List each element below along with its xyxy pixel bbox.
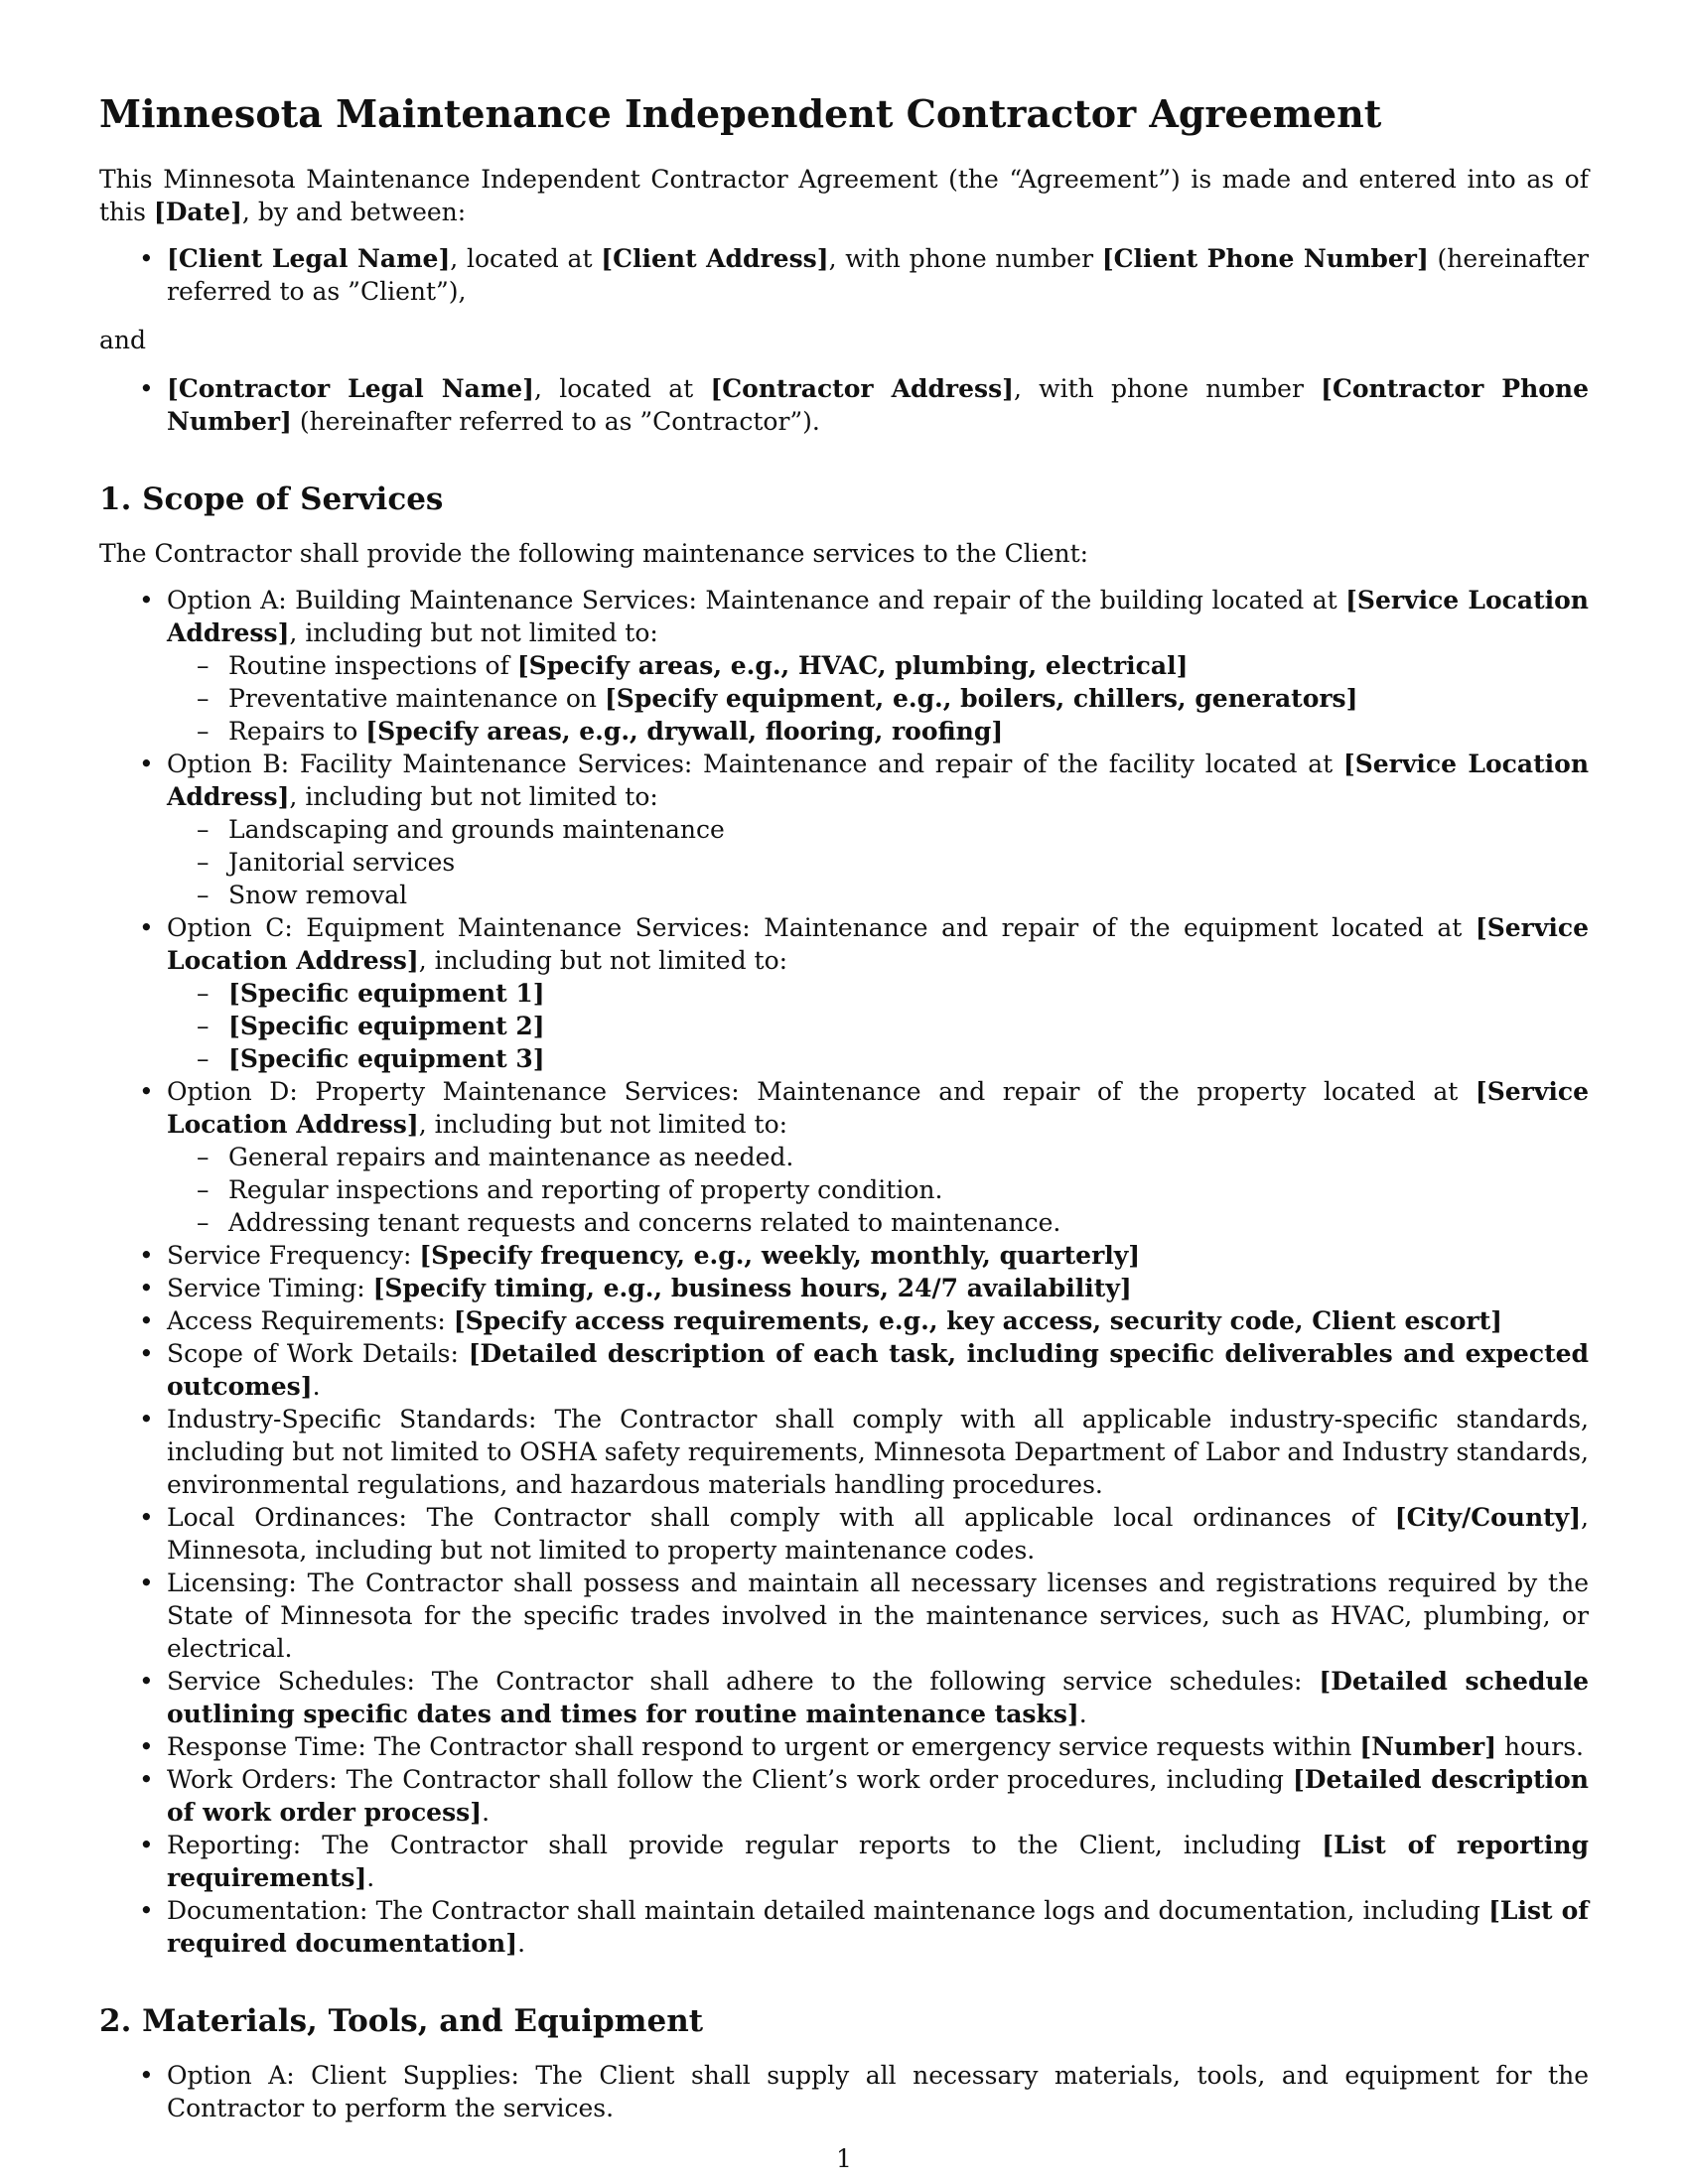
item-end: . xyxy=(366,1863,375,1892)
item-placeholder: [List of reporting requirements] xyxy=(167,1831,1589,1892)
list-item xyxy=(167,1042,1589,1075)
item-label: Access Requirements: xyxy=(167,1306,454,1335)
local-ordinances-item xyxy=(99,1501,1589,1567)
sub-placeholder: [Specify areas, e.g., HVAC, plumbing, electrical] xyxy=(516,651,1189,680)
option-c-text: Option C: Equipment Maintenance Services: Maintenance and repair of the equipment located at xyxy=(167,913,1476,942)
sub-placeholder: [Specify areas, e.g., drywall, flooring, roofing] xyxy=(365,717,1004,746)
option-b-text-end: , including but not limited to: xyxy=(289,782,658,811)
date-placeholder: [Date] xyxy=(153,198,242,226)
item-placeholder: [Number] xyxy=(1359,1732,1497,1761)
industry-standards-item: • Industry-Specific Standards: The Contractor shall comply with all applicable industry-specific standards, including but not limited to OSHA safety requirements, Minnesota Department of Labor and Industry standards, environmental regulations, and hazardous materials handling procedures. xyxy=(99,1403,1589,1501)
client-text-3: (hereinafter referred to as ”Client”), xyxy=(167,244,1589,306)
item-label: Service Schedules: The Contractor shall adhere to the following service schedules: xyxy=(167,1667,1320,1696)
contractor-text-2: , with phone number xyxy=(1013,374,1322,403)
list-item xyxy=(167,977,1589,1010)
equipment-placeholder: [Specific equipment 3] xyxy=(228,1044,545,1073)
list-item: – Addressing tenant requests and concerns related to maintenance. xyxy=(167,1206,1589,1239)
service-schedules-item xyxy=(99,1665,1589,1730)
item-label: Scope of Work Details: xyxy=(167,1339,469,1368)
reporting-item xyxy=(99,1829,1589,1894)
list-item xyxy=(167,649,1589,682)
intro-text-end: , by and between: xyxy=(241,198,467,226)
item-placeholder: [Detailed description of work order process] xyxy=(167,1765,1589,1827)
item-placeholder: [Specify access requirements, e.g., key access, security code, Client escort] xyxy=(453,1306,1502,1335)
documentation-item xyxy=(99,1894,1589,1960)
option-b-item xyxy=(99,748,1589,911)
client-name-placeholder: [Client Legal Name] xyxy=(167,244,451,273)
list-item xyxy=(167,682,1589,715)
item-placeholder: [Detailed description of each task, including specific deliverables and expected outcomes] xyxy=(167,1339,1589,1401)
contractor-text-1: , located at xyxy=(534,374,711,403)
item-label: Work Orders: The Contractor shall follow the Client’s work order procedures, including xyxy=(167,1765,1293,1794)
equipment-placeholder: [Specific equipment 1] xyxy=(228,979,545,1008)
option-a-text: Option A: Building Maintenance Services: Maintenance and repair of the building located at xyxy=(167,586,1346,614)
list-item: – Janitorial services xyxy=(167,846,1589,879)
document-title: Minnesota Maintenance Independent Contractor Agreement xyxy=(99,91,1382,136)
list-item: – Landscaping and grounds maintenance xyxy=(167,813,1589,846)
list-item xyxy=(167,715,1589,748)
contractor-text-3: (hereinafter referred to as ”Contractor”). xyxy=(291,407,820,436)
location-placeholder: [Service Location Address] xyxy=(167,913,1589,975)
sub-text: Preventative maintenance on xyxy=(228,684,605,713)
item-placeholder: [City/County] xyxy=(1394,1503,1582,1532)
list-item: – General repairs and maintenance as needed. xyxy=(167,1141,1589,1173)
intro-text: This Minnesota Maintenance Independent Contractor Agreement (the “Agreement”) is made and entered into as of this xyxy=(99,165,1589,226)
licensing-item: • Licensing: The Contractor shall possess and maintain all necessary licenses and registrations required by the State of Minnesota for the specific trades involved in the maintenance services, such as HVAC, plumbing, or electrical. xyxy=(99,1567,1589,1665)
item-label: Reporting: The Contractor shall provide regular reports to the Client, including xyxy=(167,1831,1323,1859)
item-placeholder: [List of required documentation] xyxy=(167,1896,1589,1958)
location-placeholder: [Service Location Address] xyxy=(167,1077,1589,1139)
option-d-sublist xyxy=(167,1141,1589,1239)
option-d-text: Option D: Property Maintenance Services: Maintenance and repair of the property located at xyxy=(167,1077,1476,1106)
option-b-text: Option B: Facility Maintenance Services: Maintenance and repair of the facility located at xyxy=(167,750,1343,778)
item-end: . xyxy=(1078,1700,1087,1728)
materials-option-a-item: • Option A: Client Supplies: The Client shall supply all necessary materials, tools, and equipment for the Contractor to perform the services. xyxy=(99,2059,1589,2124)
item-placeholder: [Specify timing, e.g., business hours, 24/7 availability] xyxy=(372,1274,1132,1302)
list-item xyxy=(167,1010,1589,1042)
sub-placeholder: [Specify equipment, e.g., boilers, chillers, generators] xyxy=(604,684,1358,713)
item-end: hours. xyxy=(1496,1732,1584,1761)
item-placeholder: [Detailed schedule outlining specific dates and times for routine maintenance tasks] xyxy=(167,1667,1590,1728)
option-d-item xyxy=(99,1075,1589,1239)
item-end: , Minnesota, including but not limited to property maintenance codes. xyxy=(167,1503,1589,1565)
contractor-address-placeholder: [Contractor Address] xyxy=(710,374,1014,403)
contractor-name-placeholder: [Contractor Legal Name] xyxy=(167,374,535,403)
scope-of-work-item xyxy=(99,1337,1589,1403)
contractor-party-list xyxy=(99,372,1589,438)
section-1-intro: The Contractor shall provide the following maintenance services to the Client: xyxy=(99,539,1089,568)
sub-text: Routine inspections of xyxy=(228,651,517,680)
section-1-heading: 1. Scope of Services xyxy=(99,481,444,517)
item-label: Service Frequency: xyxy=(167,1241,420,1270)
equipment-placeholder: [Specific equipment 2] xyxy=(228,1012,545,1040)
client-text-1: , located at xyxy=(450,244,602,273)
location-placeholder: [Service Location Address] xyxy=(167,586,1589,647)
intro-paragraph xyxy=(99,163,1589,228)
client-text-2: , with phone number xyxy=(828,244,1102,273)
option-c-text-end: , including but not limited to: xyxy=(418,946,788,975)
list-item: – Snow removal xyxy=(167,879,1589,911)
materials-list xyxy=(99,2059,1589,2124)
scope-list xyxy=(99,584,1589,1960)
item-label: Response Time: The Contractor shall respond to urgent or emergency service requests within xyxy=(167,1732,1360,1761)
item-end: . xyxy=(312,1372,321,1401)
document-page xyxy=(99,79,1589,2138)
service-frequency-item xyxy=(99,1239,1589,1272)
item-label: Local Ordinances: The Contractor shall comply with all applicable local ordinances of xyxy=(167,1503,1395,1532)
response-time-item xyxy=(99,1730,1589,1763)
option-a-sublist xyxy=(167,649,1589,748)
page-number: 1 xyxy=(836,2144,852,2173)
option-a-item xyxy=(99,584,1589,748)
location-placeholder: [Service Location Address] xyxy=(167,750,1589,811)
work-orders-item xyxy=(99,1763,1589,1829)
service-timing-item xyxy=(99,1272,1589,1304)
option-d-text-end: , including but not limited to: xyxy=(418,1110,788,1139)
section-2-heading: 2. Materials, Tools, and Equipment xyxy=(99,2003,704,2039)
item-label: Documentation: The Contractor shall maintain detailed maintenance logs and documentation, including xyxy=(167,1896,1489,1925)
client-address-placeholder: [Client Address] xyxy=(601,244,829,273)
client-party xyxy=(99,242,1589,308)
item-placeholder: [Specify frequency, e.g., weekly, monthly, quarterly] xyxy=(419,1241,1141,1270)
client-phone-placeholder: [Client Phone Number] xyxy=(1101,244,1429,273)
contractor-phone-placeholder: [Contractor Phone Number] xyxy=(167,374,1589,436)
list-item: – Regular inspections and reporting of property condition. xyxy=(167,1173,1589,1206)
and-text: and xyxy=(99,326,147,354)
option-c-item xyxy=(99,911,1589,1075)
option-a-text-end: , including but not limited to: xyxy=(289,618,658,647)
option-c-sublist xyxy=(167,977,1589,1075)
sub-text: Repairs to xyxy=(228,717,366,746)
client-party-list xyxy=(99,242,1589,308)
contractor-party xyxy=(99,372,1589,438)
item-end: . xyxy=(517,1929,526,1958)
item-end: . xyxy=(482,1798,491,1827)
item-label: Service Timing: xyxy=(167,1274,373,1302)
option-b-sublist xyxy=(167,813,1589,911)
access-requirements-item xyxy=(99,1304,1589,1337)
